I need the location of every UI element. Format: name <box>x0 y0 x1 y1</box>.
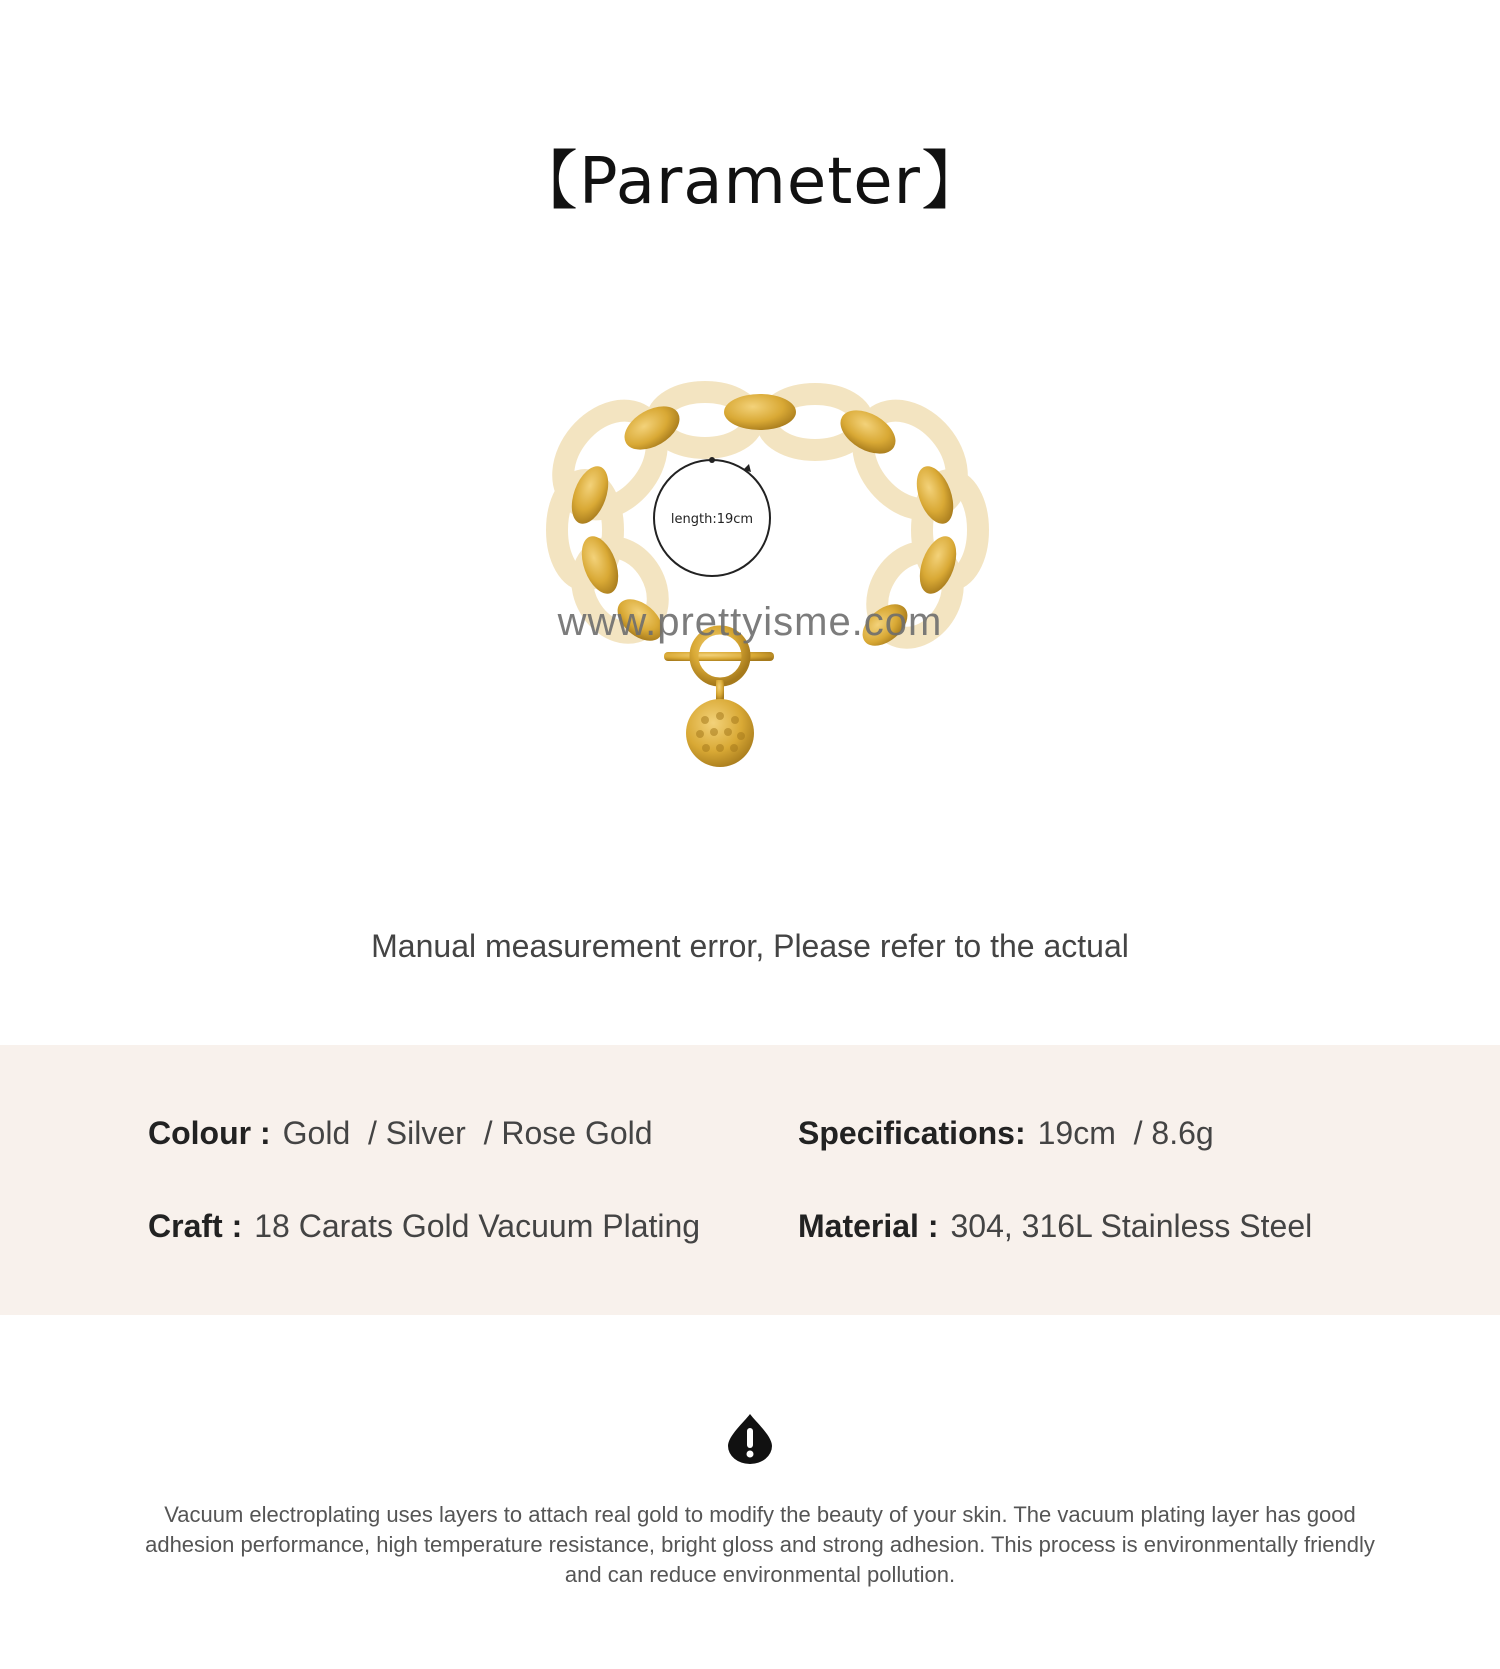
bracelet-illustration <box>540 380 1000 780</box>
spec-colour-key: Colour : <box>148 1115 271 1151</box>
spec-material-value: 304, 316L Stainless Steel <box>950 1208 1313 1244</box>
spec-material <box>798 1208 1312 1245</box>
watermark-text: www.prettyisme.com <box>557 600 943 644</box>
plating-description: Vacuum electroplating uses layers to attach real gold to modify the beauty of your skin. The vacuum plating layer has good adhesion performance, high temperature resistance, bright gloss and strong adhesion. This process is environmentally friendly and can reduce environmental pollution. <box>145 1502 1375 1587</box>
measurement-note: Manual measurement error, Please refer to the actual <box>371 928 1129 964</box>
spec-craft-value: 18 Carats Gold Vacuum Plating <box>254 1208 701 1244</box>
spec-specifications-key: Specifications: <box>798 1115 1026 1151</box>
product-image <box>540 380 1000 780</box>
spec-craft-key: Craft : <box>148 1208 243 1244</box>
spec-specifications <box>798 1115 1214 1152</box>
spec-craft <box>148 1208 700 1245</box>
exclamation-icon <box>726 1412 774 1464</box>
page-title: 【Parameter】 <box>514 145 986 219</box>
spec-specifications-value: 19cm / 8.6g <box>1037 1115 1214 1151</box>
spec-material-key: Material : <box>798 1208 939 1244</box>
length-label: length:19cm <box>670 512 754 527</box>
spec-colour <box>148 1115 653 1152</box>
spec-panel <box>0 1045 1500 1315</box>
spec-colour-value: Gold / Silver / Rose Gold <box>282 1115 653 1151</box>
